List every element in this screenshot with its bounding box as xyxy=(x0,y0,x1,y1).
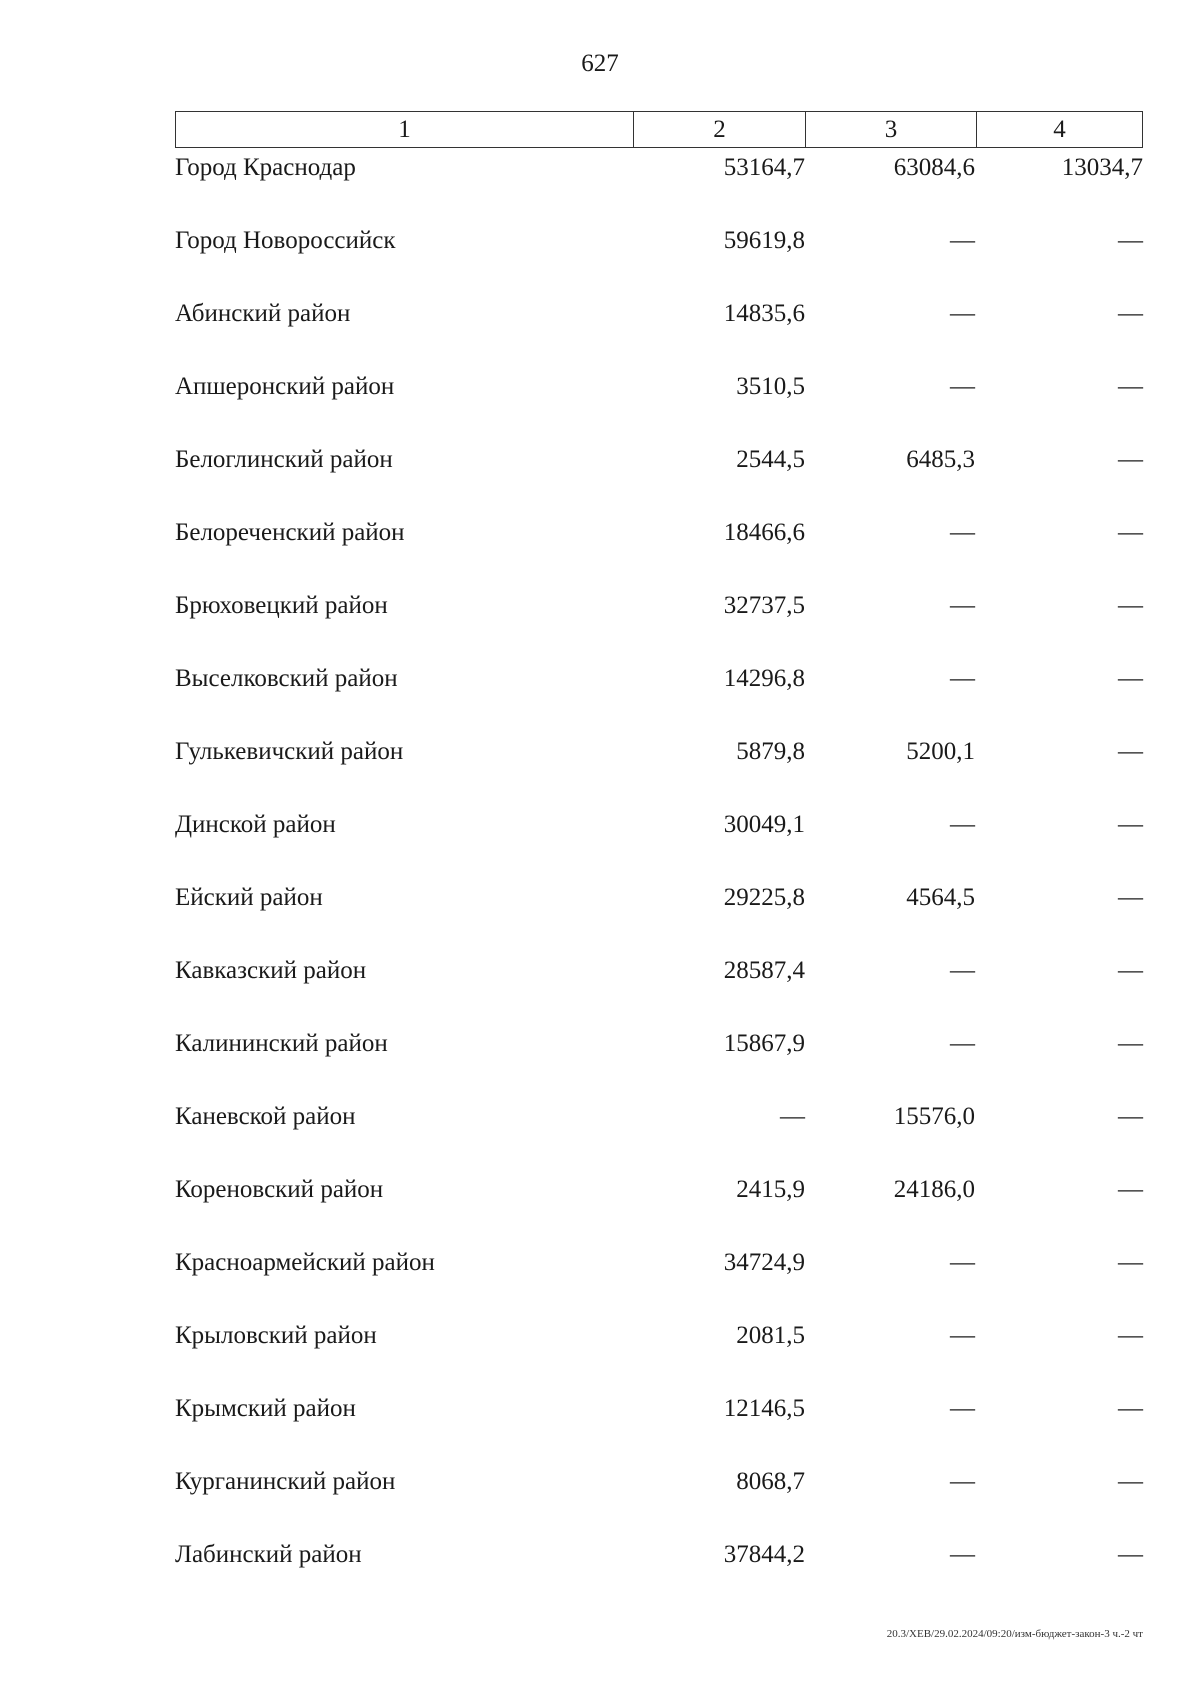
row-value-col-2: 14835,6 xyxy=(723,300,805,327)
row-value-col-4: — xyxy=(1118,665,1143,692)
row-value-col-3: — xyxy=(950,519,975,546)
row-value-col-2: 18466,6 xyxy=(723,519,805,546)
table-row xyxy=(175,1464,1143,1537)
row-value-col-2: 30049,1 xyxy=(723,811,805,838)
document-footer-id: 20.3/ХЕВ/29.02.2024/09:20/изм-бюджет-закон-3 ч.-2 чт xyxy=(886,1628,1143,1640)
table-row xyxy=(175,588,1143,661)
row-value-col-2: 14296,8 xyxy=(723,665,805,692)
row-value-col-2: 8068,7 xyxy=(736,1468,805,1495)
row-value-col-4: — xyxy=(1118,957,1143,984)
row-value-col-4: — xyxy=(1118,592,1143,619)
row-name: Абинский район xyxy=(175,300,351,327)
header-col-4: 4 xyxy=(1053,115,1066,143)
table-row xyxy=(175,734,1143,807)
row-value-col-3: — xyxy=(950,665,975,692)
row-name: Каневской район xyxy=(175,1103,356,1130)
row-value-col-3: — xyxy=(950,1395,975,1422)
table-row xyxy=(175,661,1143,734)
row-value-col-3: — xyxy=(950,811,975,838)
row-value-col-3: — xyxy=(950,373,975,400)
row-value-col-3: — xyxy=(950,1249,975,1276)
row-name: Брюховецкий район xyxy=(175,592,388,619)
row-name: Динской район xyxy=(175,811,336,838)
row-value-col-2: — xyxy=(780,1103,805,1130)
row-value-col-4: — xyxy=(1118,373,1143,400)
row-value-col-3: 24186,0 xyxy=(893,1176,975,1203)
row-name: Крымский район xyxy=(175,1395,356,1422)
row-value-col-3: 63084,6 xyxy=(893,154,975,181)
row-value-col-2: 59619,8 xyxy=(723,227,805,254)
row-value-col-4: — xyxy=(1118,227,1143,254)
table-row xyxy=(175,1245,1143,1318)
table-row xyxy=(175,296,1143,369)
row-value-col-2: 15867,9 xyxy=(723,1030,805,1057)
row-value-col-4: — xyxy=(1118,300,1143,327)
row-name: Белоглинский район xyxy=(175,446,393,473)
row-name: Город Краснодар xyxy=(175,154,356,181)
table-row xyxy=(175,369,1143,442)
row-value-col-2: 37844,2 xyxy=(723,1541,805,1568)
row-name: Белореченский район xyxy=(175,519,405,546)
row-value-col-3: — xyxy=(950,957,975,984)
row-name: Калининский район xyxy=(175,1030,388,1057)
table-row xyxy=(175,223,1143,296)
row-name: Апшеронский район xyxy=(175,373,395,400)
row-value-col-4: — xyxy=(1118,1322,1143,1349)
row-name: Курганинский район xyxy=(175,1468,396,1495)
table-row xyxy=(175,1537,1143,1610)
row-value-col-3: 5200,1 xyxy=(906,738,975,765)
row-value-col-3: — xyxy=(950,1322,975,1349)
row-value-col-2: 2415,9 xyxy=(736,1176,805,1203)
row-name: Гулькевичский район xyxy=(175,738,404,765)
row-name: Город Новороссийск xyxy=(175,227,396,254)
row-value-col-2: 12146,5 xyxy=(723,1395,805,1422)
table-row xyxy=(175,1099,1143,1172)
table-row xyxy=(175,1172,1143,1245)
table-row xyxy=(175,1318,1143,1391)
row-name: Красноармейский район xyxy=(175,1249,435,1276)
row-value-col-3: 15576,0 xyxy=(893,1103,975,1130)
row-name: Ейский район xyxy=(175,884,323,911)
row-value-col-2: 32737,5 xyxy=(723,592,805,619)
row-name: Крыловский район xyxy=(175,1322,377,1349)
table-row xyxy=(175,150,1143,223)
header-col-2: 2 xyxy=(634,112,806,147)
row-value-col-4: — xyxy=(1118,1395,1143,1422)
row-name: Лабинский район xyxy=(175,1541,362,1568)
table-row xyxy=(175,1391,1143,1464)
row-value-col-4: — xyxy=(1118,1030,1143,1057)
row-value-col-4: — xyxy=(1118,738,1143,765)
header-col-1: 1 xyxy=(176,112,634,147)
row-value-col-2: 53164,7 xyxy=(723,154,805,181)
row-value-col-2: 28587,4 xyxy=(723,957,805,984)
row-value-col-4: — xyxy=(1118,1103,1143,1130)
row-name: Кореновский район xyxy=(175,1176,384,1203)
row-value-col-4: — xyxy=(1118,446,1143,473)
row-value-col-3: — xyxy=(950,1541,975,1568)
table-row xyxy=(175,807,1143,880)
table-row xyxy=(175,1026,1143,1099)
row-value-col-4: 13034,7 xyxy=(1061,154,1143,181)
row-value-col-2: 34724,9 xyxy=(723,1249,805,1276)
row-value-col-3: — xyxy=(950,592,975,619)
row-value-col-2: 2081,5 xyxy=(736,1322,805,1349)
row-value-col-4: — xyxy=(1118,884,1143,911)
table-row xyxy=(175,880,1143,953)
row-value-col-4: — xyxy=(1118,1541,1143,1568)
row-value-col-3: — xyxy=(950,227,975,254)
table-row xyxy=(175,442,1143,515)
table-header xyxy=(175,111,1143,148)
row-value-col-2: 5879,8 xyxy=(736,738,805,765)
row-name: Кавказский район xyxy=(175,957,367,984)
row-value-col-4: — xyxy=(1118,519,1143,546)
row-name: Выселковский район xyxy=(175,665,398,692)
row-value-col-3: — xyxy=(950,300,975,327)
row-value-col-4: — xyxy=(1118,1176,1143,1203)
row-value-col-3: 6485,3 xyxy=(906,446,975,473)
page-number: 627 xyxy=(581,50,619,77)
row-value-col-2: 2544,5 xyxy=(736,446,805,473)
row-value-col-4: — xyxy=(1118,811,1143,838)
row-value-col-4: — xyxy=(1118,1249,1143,1276)
table-row xyxy=(175,515,1143,588)
header-col-3: 3 xyxy=(806,112,977,147)
table-body xyxy=(175,150,1143,1610)
row-value-col-3: — xyxy=(950,1030,975,1057)
row-value-col-3: 4564,5 xyxy=(906,884,975,911)
row-value-col-4: — xyxy=(1118,1468,1143,1495)
row-value-col-3: — xyxy=(950,1468,975,1495)
table-row xyxy=(175,953,1143,1026)
row-value-col-2: 29225,8 xyxy=(723,884,805,911)
row-value-col-2: 3510,5 xyxy=(736,373,805,400)
